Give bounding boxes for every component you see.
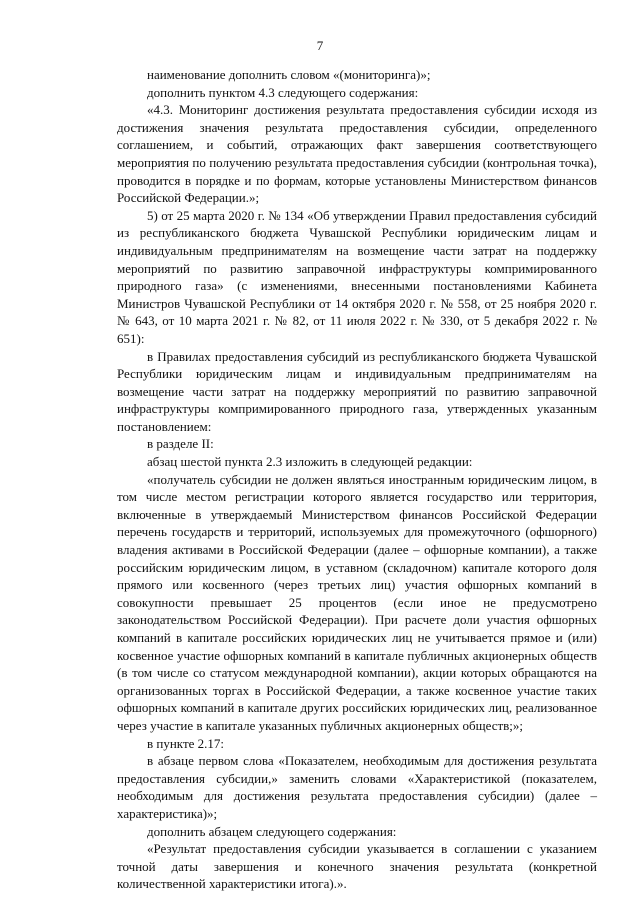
paragraph-12: «Результат предоставления субсидии указывается в соглашении с указанием точной даты завершения и конечного значения результата (конкретной количественной характеристики итога).». — [117, 841, 597, 892]
paragraph-9: в пункте 2.17: — [147, 735, 225, 751]
paragraph-3: «4.3. Мониторинг достижения результата предоставления субсидии исходя из достижения значения результата предоставления субсидии, определенного соглашением, и событий, отражающих факт завершения соответствующего мероприятия по получению результата предоставления субсидии (контрольная точка), проводится в порядке и по формам, которые установлены Министерством финансов Российской Федерации.»; — [117, 102, 597, 206]
paragraph-5: в Правилах предоставления субсидий из республиканского бюджета Чувашской Республики юридическим лицам и индивидуальным предпринимателям на возмещение части затрат на поддержку мероприятий по развитию заправочной инфраструктуры компримированного природного газа, утвержденных указанным постановлением: — [117, 348, 597, 434]
page-number: 7 — [316, 38, 324, 53]
paragraph-4: 5) от 25 марта 2020 г. № 134 «Об утверждении Правил предоставления субсидий из республиканского бюджета Чувашской Республики юридическим лицам и индивидуальным предпринимателям на возмещение части затрат на поддержку мероприятий по развитию заправочной инфраструктуры компримированного природного газа» (с изменениями, внесенными постановлениями Кабинета Министров Чувашской Республики от 14 октября 2020 г. № 558, от 25 ноября 2020 г. № 643, от 10 марта 2021 г. № 82, от 11 июля 2022 г. № 330, от 5 декабря 2022 г. № 651): — [117, 207, 597, 346]
paragraph-1: наименование дополнить словом «(мониторинга)»; — [147, 67, 431, 82]
paragraph-10: в абзаце первом слова «Показателем, необходимым для достижения результата предоставления субсидии,» заменить словами «Характеристикой (показателем, необходимым для достижения результата предоставления субсидии) (далее – характеристика)»; — [117, 753, 597, 821]
paragraph-7: абзац шестой пункта 2.3 изложить в следующей редакции: — [147, 454, 473, 470]
paragraph-6: в разделе II: — [147, 436, 214, 452]
paragraph-2: дополнить пунктом 4.3 следующего содержания: — [147, 84, 419, 100]
paragraph-8: «получатель субсидии не должен являться иностранным юридическим лицом, в том числе местом регистрации которого является государство или территория, включенные в утверждаемый Министерством финансов Российской Федерации перечень государств и территорий, используемых для промежуточного (офшорного) владения активами в Российской Федерации (далее – офшорные компании), а также российским юридическим лицом, в уставном (складочном) капитале которого доля прямого или косвенного (через третьих лиц) участия офшорных компаний в совокупности превышает 25 процентов (если иное не предусмотрено законодательством Российской Федерации). При расчете доли участия офшорных компаний в капитале российских юридических лиц не учитывается прямое и (или) косвенное участие офшорных компаний в капитале публичных акционерных обществ (в том числе со статусом международной компании), акции которых обращаются на организованных торгах в Российской Федерации, а также косвенное участие таких офшорных компаний в капитале других российских юридических лиц, реализованное через участие в капитале указанных публичных акционерных обществ;»; — [117, 471, 597, 733]
paragraph-11: дополнить абзацем следующего содержания: — [147, 823, 397, 839]
document-body — [117, 66, 597, 893]
